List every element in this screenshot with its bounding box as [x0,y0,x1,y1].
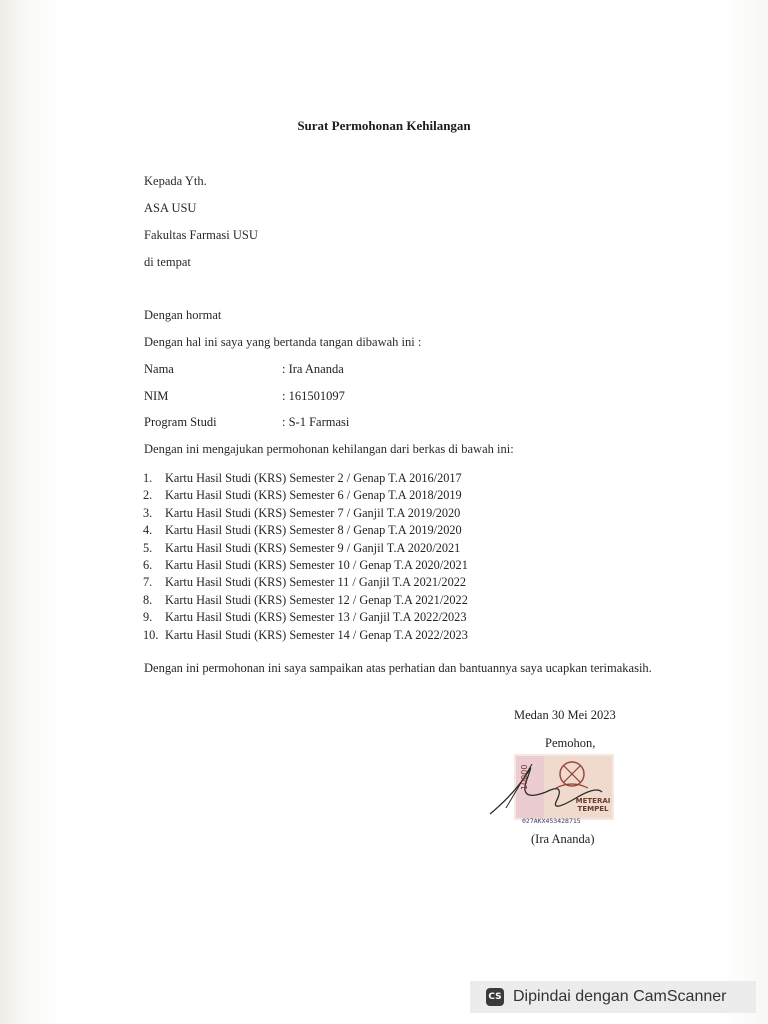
list-item-text: Kartu Hasil Studi (KRS) Semester 10 / Genap T.A 2020/2021 [165,558,468,573]
recipient-line-4: di tempat [144,255,191,269]
list-item [143,574,468,591]
list-item-text: Kartu Hasil Studi (KRS) Semester 9 / Ganjil T.A 2020/2021 [165,540,461,555]
closing-paragraph: Dengan ini permohonan ini saya sampaikan atas perhatian dan bantuannya saya ucapkan terimakasih. [144,661,652,675]
field-value-nama: : Ira Ananda [282,362,344,376]
list-item [143,522,468,539]
list-item [143,592,468,609]
field-label-nim: NIM [144,389,169,403]
request-intro: Dengan ini mengajukan permohonan kehilangan dari berkas di bawah ini: [144,442,514,456]
list-item-text: Kartu Hasil Studi (KRS) Semester 11 / Ganjil T.A 2021/2022 [165,575,467,590]
list-item-number: 6. [143,558,153,573]
pemohon-label: Pemohon, [545,736,596,750]
list-item [143,470,468,487]
recipient-line-2: ASA USU [144,201,197,215]
list-item [143,557,468,574]
signer-name: (Ira Ananda) [531,832,595,846]
field-label-nama: Nama [144,362,174,376]
list-item-number: 1. [143,471,153,485]
field-label-program: Program Studi [144,415,217,429]
list-item-text: Kartu Hasil Studi (KRS) Semester 8 / Genap T.A 2019/2020 [165,523,462,538]
watermark-text: Dipindai dengan CamScanner [513,988,727,1005]
list-item-text: Kartu Hasil Studi (KRS) Semester 2 / Genap T.A 2016/2017 [165,471,462,485]
letter-date: Medan 30 Mei 2023 [514,708,616,722]
list-item-text: Kartu Hasil Studi (KRS) Semester 7 / Ganjil T.A 2019/2020 [165,505,461,520]
list-item-number: 7. [143,575,153,590]
stamp-brand: METERAI TEMPEL [575,797,611,813]
list-item-number: 9. [143,610,153,625]
list-item-number: 10. [143,627,159,642]
list-item-number: 4. [143,523,153,538]
document-list [143,470,468,644]
recipient-line-1: Kepada Yth. [144,174,207,188]
recipient-line-3: Fakultas Farmasi USU [144,228,258,242]
list-item-number: 8. [143,592,153,607]
intro-text: Dengan hal ini saya yang bertanda tangan dibawah ini : [144,335,422,349]
list-item [143,540,468,557]
list-item-number: 3. [143,505,153,520]
list-item-number: 5. [143,540,153,555]
list-item-number: 2. [143,488,153,503]
list-item [143,627,468,644]
letter-title: Surat Permohonan Kehilangan [297,118,471,133]
camscanner-watermark [470,981,756,1013]
list-item [143,609,468,626]
list-item [143,487,468,504]
camscanner-logo-icon: CS [486,988,504,1006]
field-value-nim: : 161501097 [282,389,345,403]
greeting: Dengan hormat [144,308,222,322]
list-item-text: Kartu Hasil Studi (KRS) Semester 13 / Ganjil T.A 2022/2023 [165,610,467,625]
stamp-serial: 027AKX453428715 [522,817,581,825]
list-item-text: Kartu Hasil Studi (KRS) Semester 12 / Genap T.A 2021/2022 [165,592,468,607]
field-value-program: : S-1 Farmasi [282,415,350,429]
list-item-text: Kartu Hasil Studi (KRS) Semester 14 / Genap T.A 2022/2023 [165,627,468,642]
stamp-value: 10000 [520,764,529,790]
list-item-text: Kartu Hasil Studi (KRS) Semester 6 / Genap T.A 2018/2019 [165,488,462,503]
list-item [143,505,468,522]
